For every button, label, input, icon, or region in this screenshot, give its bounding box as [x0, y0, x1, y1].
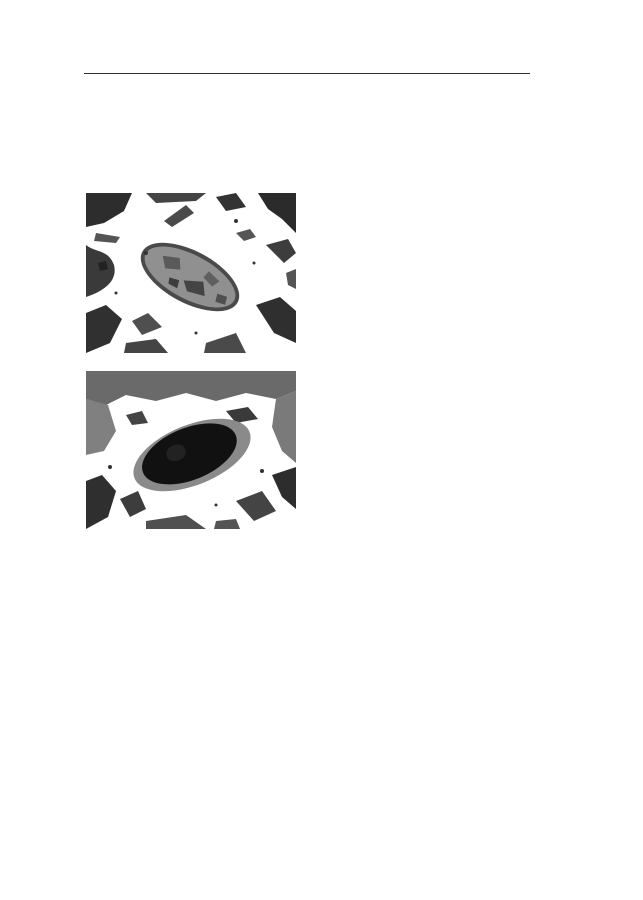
page-header	[84, 54, 530, 74]
micrograph-before-discharge	[86, 193, 296, 353]
header-rule	[84, 73, 530, 74]
micrograph-after-discharge	[86, 371, 296, 529]
